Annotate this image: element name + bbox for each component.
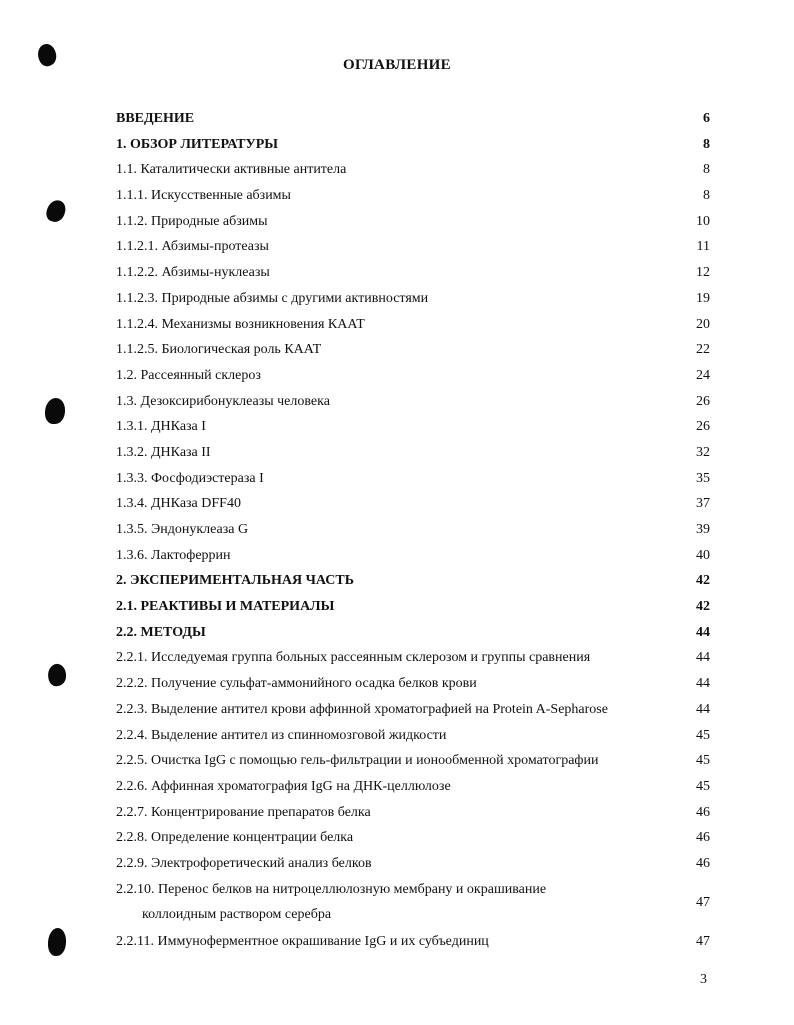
toc-entry-label: 1.3.4. ДНКаза DFF40 [116,496,241,512]
toc-entry [116,723,710,749]
toc-entry [116,543,710,569]
toc-entry-page: 40 [696,547,710,563]
toc-entry-label: 2.2.8. Определение концентрации белка [116,830,354,846]
toc-entry [116,414,710,440]
toc-entry [116,260,710,286]
punch-hole-mark [44,198,67,224]
toc-entry-label: 1.3. Дезоксирибонуклеазы человека [116,393,330,409]
toc-entry-page: 20 [696,316,710,332]
toc-entry-page: 8 [703,162,710,178]
toc-entry [116,620,710,646]
toc-entry-page: 47 [696,933,710,949]
page-number: 3 [700,972,707,987]
toc-entry [116,645,710,671]
toc-entry-label: 2.2.1. Исследуемая группа больных рассеянным склерозом и группы сравнения [116,650,591,666]
toc-entry [116,132,710,158]
toc-entry-label: 1.2. Рассеянный склероз [116,367,261,383]
toc-entry-page: 42 [696,573,710,589]
toc-entry-page: 26 [696,393,710,409]
toc-entry-page: 24 [696,367,710,383]
toc-entry-page: 42 [696,599,710,615]
toc-entry-label: 1.3.6. Лактоферрин [116,547,231,563]
toc-entry [116,697,710,723]
toc-entry [116,286,710,312]
toc-entry-label: 1.3.2. ДНКаза II [116,444,211,460]
toc-entry-page: 44 [696,701,710,717]
toc-entry [116,363,710,389]
toc-entry-page: 12 [696,265,710,281]
toc-entry [116,800,710,826]
table-of-contents [116,106,710,954]
toc-entry-label: 1.1.2.5. Биологическая роль КААТ [116,342,322,358]
toc-entry-label: 2.2.7. Концентрирование препаратов белка [116,804,371,820]
toc-entry-page: 44 [696,624,710,640]
toc-entry [116,234,710,260]
toc-entry-label: 1.1.2.1. Абзимы-протеазы [116,239,269,255]
toc-entry [116,774,710,800]
toc-entry-page: 45 [696,778,710,794]
toc-entry-label: 2.1. РЕАКТИВЫ И МАТЕРИАЛЫ [116,599,335,615]
toc-entry-page: 22 [696,342,710,358]
toc-entry-page: 32 [696,444,710,460]
toc-entry-label: 2.2.5. Очистка IgG с помощью гель-фильтрации и ионообменной хроматографии [116,753,599,769]
toc-entry-page: 19 [696,290,710,306]
toc-entry-page: 8 [703,136,710,152]
toc-entry-label: 1.1. Каталитически активные антитела [116,162,347,178]
toc-entry-page: 8 [703,188,710,204]
punch-hole-mark [48,928,66,956]
toc-entry [116,337,710,363]
toc-entry-label: 2. ЭКСПЕРИМЕНТАЛЬНАЯ ЧАСТЬ [116,573,354,589]
toc-entry [116,312,710,338]
toc-entry [116,491,710,517]
toc-entry-label: 1.3.5. Эндонуклеаза G [116,522,249,537]
toc-entry-page: 44 [696,676,710,692]
toc-entry [116,568,710,594]
toc-entry-page: 45 [696,753,710,769]
toc-entry [116,671,710,697]
toc-entry [116,389,710,415]
toc-entry-label: 2.2.10. Перенос белков на нитроцеллюлозную мембрану и окрашивание коллоидным раствором серебра [116,877,656,928]
toc-entry [116,157,710,183]
toc-entry [116,929,710,955]
toc-entry-page: 39 [696,522,710,537]
page-title: ОГЛАВЛЕНИЕ [343,57,451,73]
toc-entry-label: 1.1.1. Искусственные абзимы [116,188,291,204]
toc-entry-page: 46 [696,804,710,820]
toc-entry-page: 35 [696,470,710,486]
toc-entry-page: 37 [696,496,710,512]
toc-entry [116,748,710,774]
punch-hole-mark [45,398,65,424]
toc-entry-page: 45 [696,727,710,743]
toc-entry-page: 11 [696,239,710,255]
toc-entry-page: 44 [696,650,710,666]
toc-entry-label: 2.2. МЕТОДЫ [116,624,206,640]
toc-entry [116,825,710,851]
toc-entry [116,183,710,209]
toc-entry [116,440,710,466]
toc-entry [116,466,710,492]
toc-entry-label: 1. ОБЗОР ЛИТЕРАТУРЫ [116,136,279,152]
toc-entry [116,209,710,235]
toc-entry-page: 46 [696,830,710,846]
toc-entry-label: 2.2.9. Электрофоретический анализ белков [116,855,372,871]
toc-entry [116,517,710,543]
toc-entry [116,106,710,132]
toc-entry-label: 1.3.1. ДНКаза I [116,419,206,435]
toc-entry-label: 1.1.2.2. Абзимы-нуклеазы [116,265,270,281]
toc-entry [116,877,710,929]
toc-entry-label: ВВЕДЕНИЕ [116,111,195,126]
toc-entry-label: 1.1.2.4. Механизмы возникновения КААТ [116,316,365,332]
toc-entry-label-continuation: коллоидным раствором серебра [142,907,332,923]
toc-entry-page: 46 [696,855,710,871]
toc-entry [116,594,710,620]
toc-entry-label: 1.3.3. Фосфодиэстераза I [116,470,264,486]
toc-entry-page: 47 [696,894,710,910]
toc-entry-label: 2.2.11. Иммуноферментное окрашивание IgG и их субъединиц [116,933,489,949]
toc-entry-label: 2.2.4. Выделение антител из спинномозговой жидкости [116,727,447,743]
toc-entry-page: 26 [696,419,710,435]
toc-entry [116,851,710,877]
toc-entry-page: 10 [696,213,710,229]
toc-entry-label: 2.2.6. Аффинная хроматография IgG на ДНК-целлюлозе [116,778,451,794]
toc-entry-page: 6 [703,111,710,126]
toc-entry-label: 2.2.3. Выделение антител крови аффинной хроматографией на Protein A-Sepharose [116,701,608,717]
toc-entry-label: 1.1.2.3. Природные абзимы с другими активностями [116,290,429,306]
toc-entry-label: 1.1.2. Природные абзимы [116,213,268,229]
punch-hole-mark [46,663,68,688]
toc-entry-label: 2.2.2. Получение сульфат-аммонийного осадка белков крови [116,676,477,692]
